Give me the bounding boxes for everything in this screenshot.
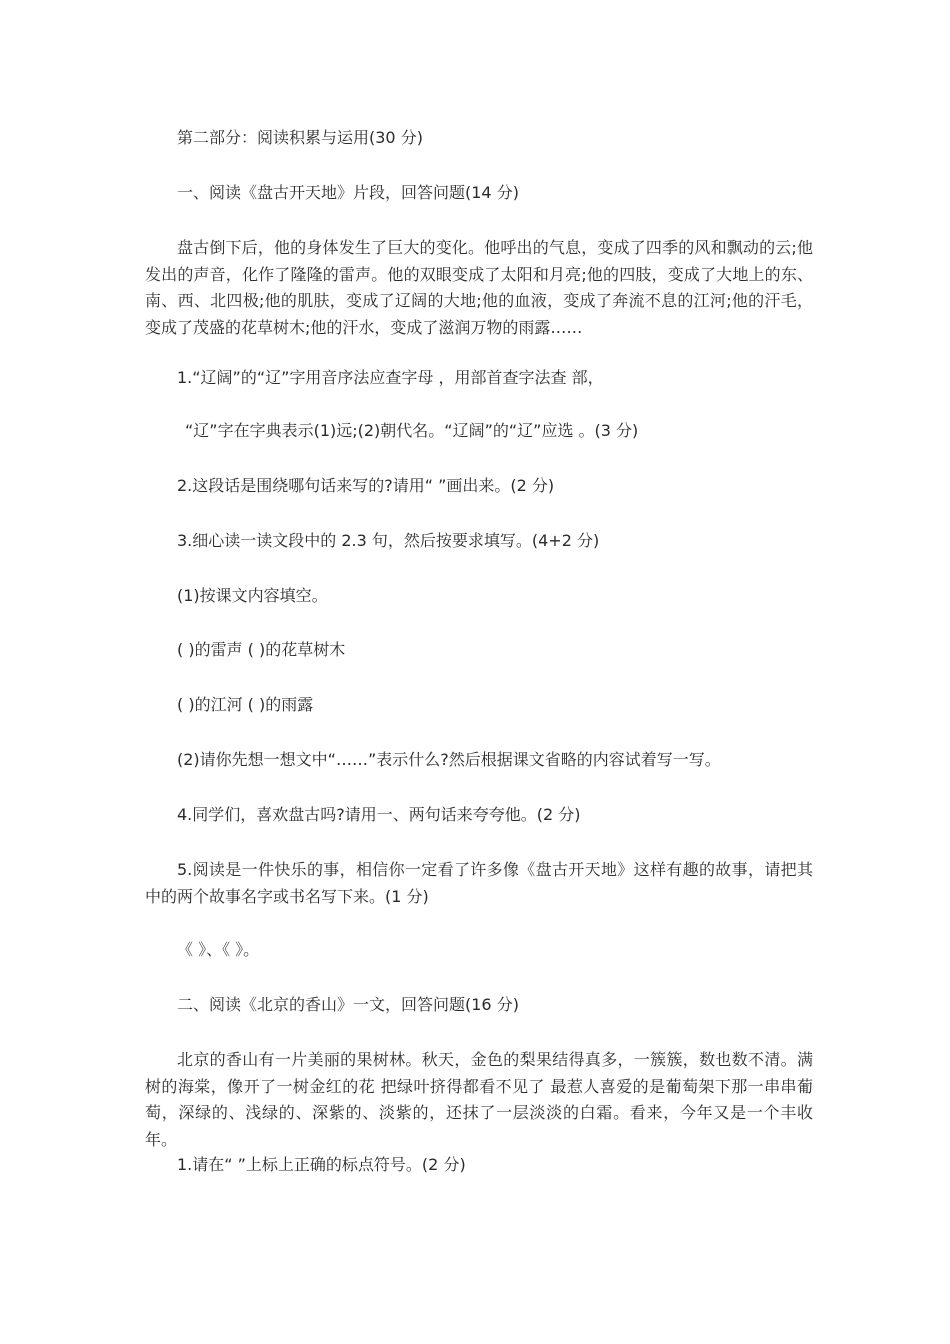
section2-heading: 二、阅读《北京的香山》一文，回答问题(16 分) xyxy=(177,995,519,1014)
question-3-blank-1: ( )的雷声 ( )的花草树木 xyxy=(177,640,346,659)
question-5-blank: 《 》、《 》。 xyxy=(177,940,260,959)
section2-passage: 北京的香山有一片美丽的果树林。秋天，金色的梨果结得真多，一簇簇，数也数不清。满树的海棠，像开了一树金红的花 把绿叶挤得都看不见了 最惹人喜爱的是葡萄架下那一串串葡萄，深绿的、浅绿的、深紫的、淡紫的，还抹了一层淡淡的白霜。看来，今年又是一个丰收年。 xyxy=(145,1050,813,1149)
question-2: 2.这段话是围绕哪句话来写的?请用“ ”画出来。(2 分) xyxy=(177,476,555,495)
section1-heading: 一、阅读《盘古开天地》片段，回答问题(14 分) xyxy=(177,183,519,202)
question-1-line-1: 1.“辽阔”的“辽”字用音序法应查字母 ，用部首查字法查 部， xyxy=(177,368,604,387)
question-3: 3.细心读一读文段中的 2.3 句，然后按要求填写。(4+2 分) xyxy=(177,531,600,550)
question-5: 5.阅读是一件快乐的事，相信你一定看了许多像《盘古开天地》这样有趣的故事，请把其中的两个故事名字或书名写下来。(1 分) xyxy=(145,860,813,906)
question-4: 4.同学们，喜欢盘古吗?请用一、两句话来夸夸他。(2 分) xyxy=(177,805,581,824)
part-title: 第二部分：阅读积累与运用(30 分) xyxy=(177,128,423,147)
question-3-blank-2: ( )的江河 ( )的雨露 xyxy=(177,695,314,714)
question-3-sub-1: (1)按课文内容填空。 xyxy=(177,586,328,605)
section1-passage: 盘古倒下后，他的身体发生了巨大的变化。他呼出的气息，变成了四季的风和飘动的云;他发出的声音，化作了隆隆的雷声。他的双眼变成了太阳和月亮;他的四肢，变成了大地上的东、南、西、北四极;他的肌肤，变成了辽阔的大地;他的血液，变成了奔流不息的江河;他的汗毛，变成了茂盛的花草树木;他的汗水，变成了滋润万物的雨露…… xyxy=(145,238,813,337)
question-3-sub-2: (2)请你先想一想文中“……”表示什么?然后根据课文省略的内容试着写一写。 xyxy=(177,750,721,769)
section2-question-1: 1.请在“ ”上标上正确的标点符号。(2 分) xyxy=(177,1155,466,1174)
question-1-line-2: “辽”字在字典表示(1)远;(2)朝代名。“辽阔”的“辽”应选 。(3 分) xyxy=(185,421,639,440)
